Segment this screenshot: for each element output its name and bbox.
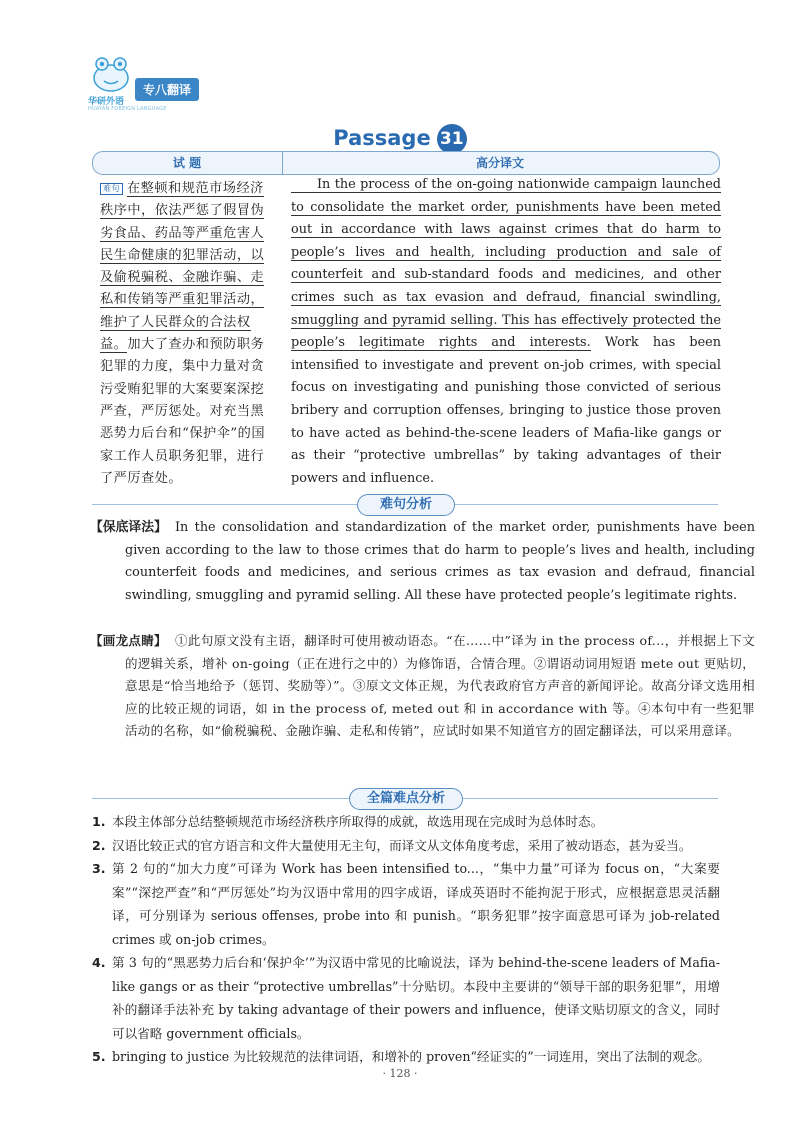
translation-heading: 高分译文 xyxy=(475,156,524,170)
brand-mascot-icon xyxy=(88,50,134,96)
source-text xyxy=(100,178,276,490)
basic-translation-block xyxy=(90,517,755,607)
basic-translation-text: In the consolidation and standardization of the market order, punishments have been given according to the law to those crimes that do harm to people’s lives and health, including counterfeit foods and medicines, and serious crimes as tax evasion and defraud, financial swindling, smuggling and pyramid selling. All these have protected people’s legitimate rights. xyxy=(125,520,755,603)
list-item: 4. 第 3 句的“黑恶势力后台和‘保护伞’”为汉语中常见的比喻说法，译为 behind-the-scene leaders of Mafia-like gangs or as their “protective umbrellas”十分贴切。本段中主要讲的“领导干部的职务犯罪”，用增补的翻译手法补充 by taking advantage of their powers and influence，使译文贴切原文的含义，同时可以省略 government officials。 xyxy=(92,955,720,1041)
difficult-sentence-tag: 难句 xyxy=(100,183,123,195)
overall-analysis-heading: 全篇难点分析 xyxy=(349,788,463,810)
passage-title xyxy=(0,124,800,154)
tips-label: 【画龙点睛】 xyxy=(90,633,167,648)
source-difficult-sentence: 在整顿和规范市场经济秩序中，依法严惩了假冒伪劣食品、药品等严重危害人民生命健康的犯罪活动，以及偷税骗税、金融诈骗、走私和传销等严重犯罪活动，维护了人民群众的合法权益。 xyxy=(100,181,265,353)
list-item: 3. 第 2 句的“加大力度”可译为 Work has been intensified to...，“集中力量”可译为 focus on，“大案要案”“深挖严查”和“严厉惩处”均为汉语中常用的四字成语，译成英语时不能拘泥于形式，应根据意思灵活翻译，可分别译为 serious offenses, probe into 和 punish。“职务犯罪”按字面意思可译为 job-related crimes 或 on-job crimes。 xyxy=(92,861,720,947)
translation-difficult-sentence: In the process of the on-going nationwide campaign launched to consolidate the market order, punishments have been meted out in accordance with laws against crimes that do harm to people’s lives and health, including production and sale of counterfeit and sub-standard foods and medicines, and other crimes such as tax evasion and defraud, financial swindling, smuggling and pyramid selling. This has effectively protected the people’s legitimate rights and interests. xyxy=(291,177,721,351)
source-text-heading: 试 题 xyxy=(172,156,202,170)
analysis-heading: 难句分析 xyxy=(357,494,455,516)
brand-subtitle: HUAYAN FOREIGN LANGUAGE xyxy=(88,106,167,112)
passage-number-badge: 31 xyxy=(437,124,467,154)
basic-translation-label: 【保底译法】 xyxy=(90,520,167,535)
list-item: 2. 汉语比较正式的官方语言和文件大量使用无主句，而译文从文体角度考虑，采用了被动语态，甚为妥当。 xyxy=(92,837,692,853)
page-number: · 128 · xyxy=(382,1067,418,1080)
translation-remaining-text: Work has been intensified to investigate and prevent on-job crimes, with special focus on investigating and punishing those convicted of serious bribery and corruption offenses, bringing to justice those proven to have acted as behind-the-scene leaders of Mafia-like gangs or as their “protective umbrellas” by taking advantages of their powers and influence. xyxy=(291,335,721,486)
tips-text: ①此句原文没有主语，翻译时可使用被动语态。“在……中”译为 in the process of...，并根据上下文的逻辑关系，增补 on-going（正在进行之中的）为修饰语，合情合理。②谓语动词用短语 mete out 更贴切，意思是“恰当地给予（惩罚、奖励等）”。③原文文体正规，为代表政府官方声音的新闻评论。故高分译文选用相应的比较正规的词语，如 in the process of, meted out 和 in accordance with 等。④本句中有一些犯罪活动的名称，如“偷税骗税、金融诈骗、走私和传销”，应试时如果不知道官方的固定翻译法，可以采用意译。 xyxy=(125,633,755,739)
list-item: 1. 本段主体部分总结整顿规范市场经济秩序所取得的成就，故选用现在完成时为总体时态。 xyxy=(92,814,604,829)
book-series-tag: 专八翻译 xyxy=(135,78,199,101)
brand-name: 华研外语 xyxy=(88,97,125,107)
list-item: 5. bringing to justice 为比较规范的法律词语，和增补的 proven“经证实的”一词连用，突出了法制的观念。 xyxy=(92,1049,711,1064)
passage-word: Passage xyxy=(333,126,431,150)
translation-text xyxy=(291,174,721,490)
source-remaining-text: 加大了查办和预防职务犯罪的力度，集中力量对贪污受贿犯罪的大案要案深挖严查，严厉惩处。对充当黑恶势力后台和“保护伞”的国家工作人员职务犯罪，进行了严厉查处。 xyxy=(100,337,266,486)
tips-block xyxy=(90,630,755,743)
overall-analysis-list xyxy=(92,810,720,1069)
